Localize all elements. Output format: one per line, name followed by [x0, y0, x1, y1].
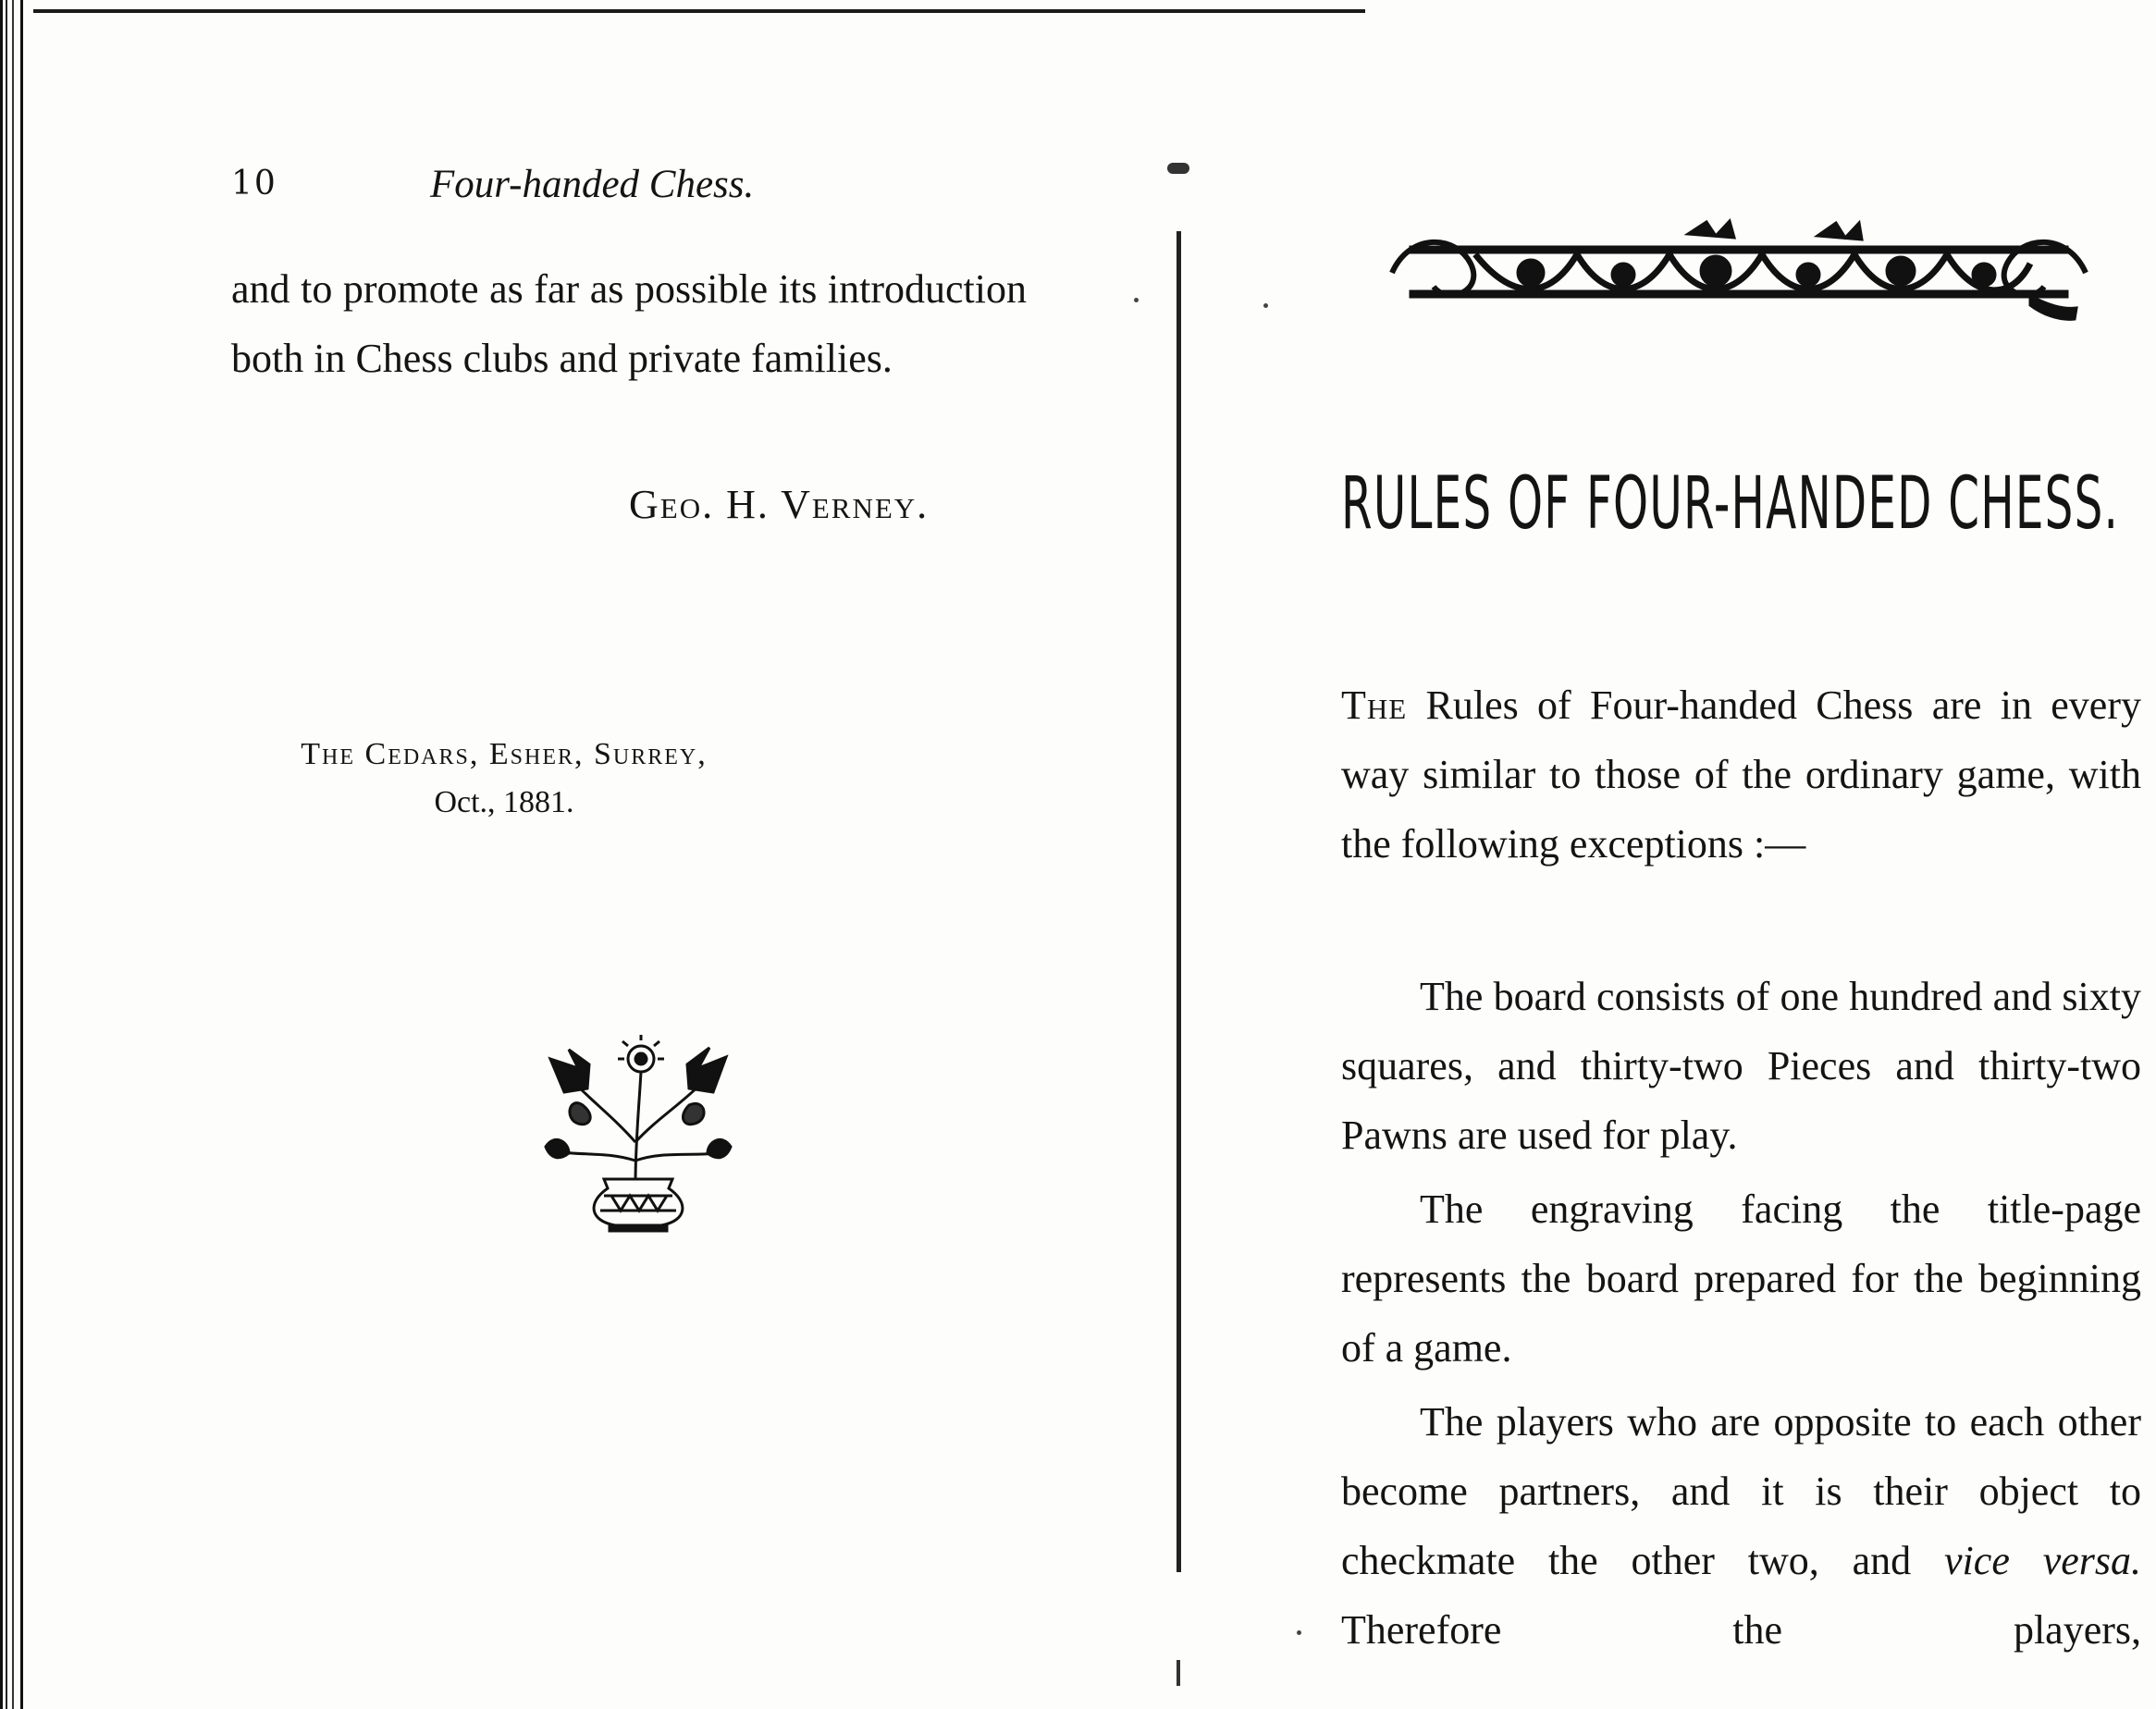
address-place: The Cedars, Esher, Surrey, — [301, 737, 708, 771]
partners-paragraph — [1341, 1387, 2141, 1665]
rules-paragraph — [1341, 670, 2141, 879]
paragraph-text: The players who are opposite to each other become partners, and it is their object to checkmate the other two, and — [1341, 1399, 2141, 1583]
page-gutter — [1177, 231, 1181, 1572]
author-signature: Geo. H. Verney. — [629, 482, 930, 527]
page-top-edge — [33, 9, 1365, 13]
paragraph-text: Rules of Four-handed Chess are in every way similar to those of the ordinary game, with the following exceptions :— — [1341, 682, 2141, 867]
gutter-mark — [1167, 163, 1189, 174]
engraving-paragraph: The engraving facing the title-page represents the board prepared for the beginning of a game. — [1341, 1186, 2141, 1371]
paragraph-text: Therefore the players, — [1341, 1607, 2141, 1653]
italic-phrase: vice versa. — [1944, 1538, 2141, 1583]
book-binding-edge — [0, 0, 33, 1709]
preface-address — [231, 731, 777, 827]
page-number: 10 — [231, 165, 277, 203]
running-head: Four-handed Chess. — [430, 163, 755, 206]
chapter-title: RULES OF FOUR-HANDED CHESS. — [1341, 462, 2120, 546]
address-date: Oct., 1881. — [434, 785, 574, 819]
paragraph-lead-word: The — [1341, 682, 1408, 728]
gutter-mark — [1177, 1660, 1180, 1686]
preface-closing-paragraph: and to promote as far as possible its introduction both in Chess clubs and private families. — [231, 266, 1027, 381]
flower-vase-vignette-icon — [532, 1031, 745, 1235]
board-paragraph: The board consists of one hundred and sixty squares, and thirty-two Pieces and thirty-two Pawns are used for play. — [1341, 974, 2141, 1158]
vine-scroll-ornament-icon — [1383, 217, 2095, 324]
